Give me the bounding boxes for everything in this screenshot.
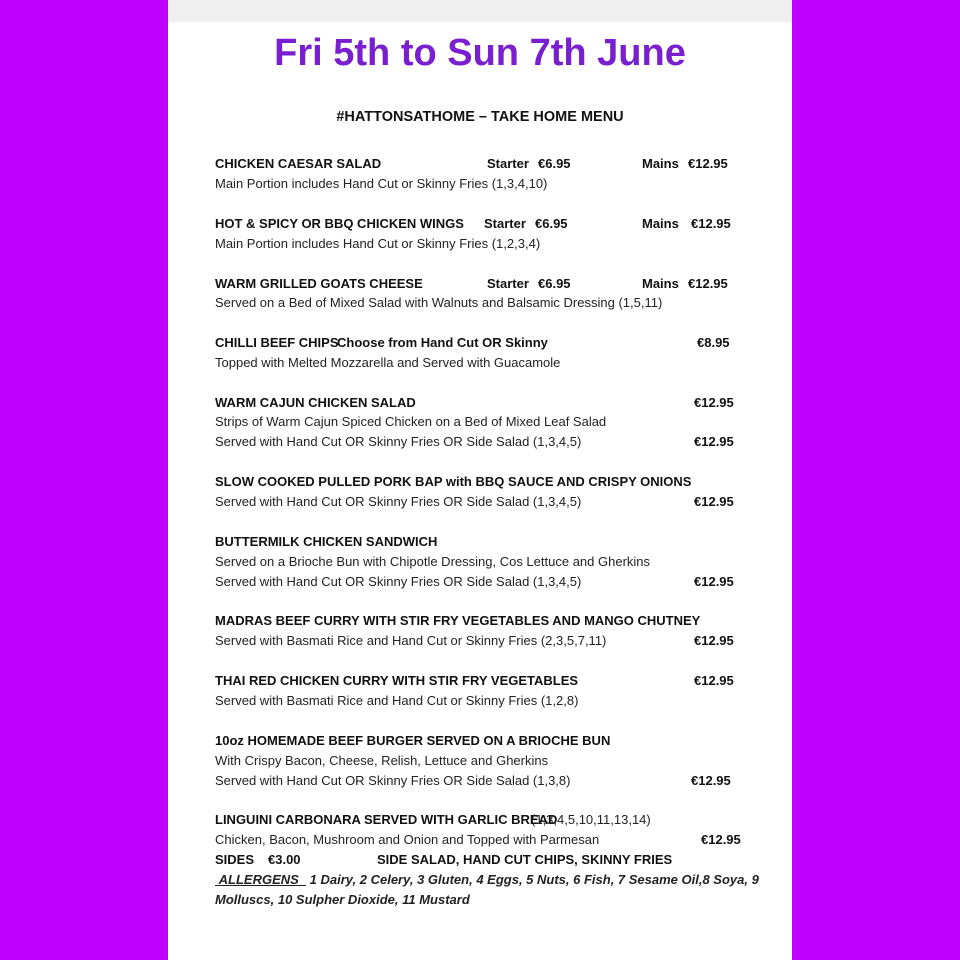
menu-page xyxy=(168,0,792,960)
item-name: BUTTERMILK CHICKEN SANDWICH xyxy=(215,534,438,549)
item-desc: Main Portion includes Hand Cut or Skinny Fries (1,3,4,10) xyxy=(215,176,548,191)
item-name: LINGUINI CARBONARA SERVED WITH GARLIC BREAD xyxy=(215,812,558,827)
starter-label: Starter xyxy=(487,156,529,171)
sides-price: €3.00 xyxy=(268,852,301,867)
menu-title: #HATTONSATHOME – TAKE HOME MENU xyxy=(336,109,624,125)
item-desc: Served with Hand Cut OR Skinny Fries OR Side Salad (1,3,4,5) xyxy=(215,494,582,509)
mains-label: Mains xyxy=(642,276,679,291)
item-name: WARM GRILLED GOATS CHEESE xyxy=(215,276,423,291)
allergens-label: ALLERGENS xyxy=(218,872,299,887)
item-desc: Served with Basmati Rice and Hand Cut or Skinny Fries (2,3,5,7,11) xyxy=(215,633,607,648)
starter-price: €6.95 xyxy=(538,276,571,291)
item-name: HOT & SPICY OR BBQ CHICKEN WINGS xyxy=(215,216,464,231)
mains-price: €12.95 xyxy=(691,216,731,231)
item-desc: Served with Basmati Rice and Hand Cut or Skinny Fries (1,2,8) xyxy=(215,693,579,708)
item-name: SLOW COOKED PULLED PORK BAP with BBQ SAUCE AND CRISPY ONIONS xyxy=(215,474,692,489)
item-name: MADRAS BEEF CURRY WITH STIR FRY VEGETABLES AND MANGO CHUTNEY xyxy=(215,613,701,628)
allergens-list: 1 Dairy, 2 Celery, 3 Gluten, 4 Eggs, 5 Nuts, 6 Fish, 7 Sesame Oil,8 Soya, 9 xyxy=(309,872,759,887)
item-desc: Topped with Melted Mozzarella and Served with Guacamole xyxy=(215,355,561,370)
starter-label: Starter xyxy=(487,276,529,291)
page-title: Fri 5th to Sun 7th June xyxy=(274,32,686,74)
mains-price: €12.95 xyxy=(688,156,728,171)
item-desc: Served on a Bed of Mixed Salad with Walnuts and Balsamic Dressing (1,5,11) xyxy=(215,295,663,310)
sides-items: SIDE SALAD, HAND CUT CHIPS, SKINNY FRIES xyxy=(377,852,673,867)
item-price: €12.95 xyxy=(694,494,734,509)
item-name: 10oz HOMEMADE BEEF BURGER SERVED ON A BRIOCHE BUN xyxy=(215,733,611,748)
item-desc: Served on a Brioche Bun with Chipotle Dressing, Cos Lettuce and Gherkins xyxy=(215,554,651,569)
item-name: CHILLI BEEF CHIPS xyxy=(215,335,339,350)
starter-price: €6.95 xyxy=(538,156,571,171)
item-name: CHICKEN CAESAR SALAD xyxy=(215,156,382,171)
item-price: €12.95 xyxy=(691,773,731,788)
item-price: €12.95 xyxy=(694,395,734,410)
item-desc: Strips of Warm Cajun Spiced Chicken on a Bed of Mixed Leaf Salad xyxy=(215,414,607,429)
item-name: WARM CAJUN CHICKEN SALAD xyxy=(215,395,416,410)
item-price: €12.95 xyxy=(701,832,741,847)
item-price: €8.95 xyxy=(697,335,730,350)
item-desc: Served with Hand Cut OR Skinny Fries OR Side Salad (1,3,4,5) xyxy=(215,574,582,589)
top-bar xyxy=(168,0,792,22)
item-name: THAI RED CHICKEN CURRY WITH STIR FRY VEGETABLES xyxy=(215,673,579,688)
allergens-list-cont: Molluscs, 10 Sulpher Dioxide, 11 Mustard xyxy=(215,892,470,907)
mains-label: Mains xyxy=(642,216,679,231)
sides-label: SIDES xyxy=(215,852,255,867)
item-price: €12.95 xyxy=(694,574,734,589)
item-price: €12.95 xyxy=(694,434,734,449)
mains-price: €12.95 xyxy=(688,276,728,291)
item-price: €12.95 xyxy=(694,633,734,648)
starter-label: Starter xyxy=(484,216,526,231)
item-desc: With Crispy Bacon, Cheese, Relish, Lettuce and Gherkins xyxy=(215,753,549,768)
item-price: €12.95 xyxy=(694,673,734,688)
item-allergen-codes: (1,3,4,5,10,11,13,14) xyxy=(531,812,651,827)
starter-price: €6.95 xyxy=(535,216,568,231)
item-subtitle: Choose from Hand Cut OR Skinny xyxy=(337,335,548,350)
item-desc: Chicken, Bacon, Mushroom and Onion and Topped with Parmesan xyxy=(215,832,600,847)
item-desc: Served with Hand Cut OR Skinny Fries OR Side Salad (1,3,4,5) xyxy=(215,434,582,449)
mains-label: Mains xyxy=(642,156,679,171)
item-desc: Main Portion includes Hand Cut or Skinny Fries (1,2,3,4) xyxy=(215,236,541,251)
item-desc: Served with Hand Cut OR Skinny Fries OR Side Salad (1,3,8) xyxy=(215,773,571,788)
allergens-line xyxy=(215,871,759,889)
